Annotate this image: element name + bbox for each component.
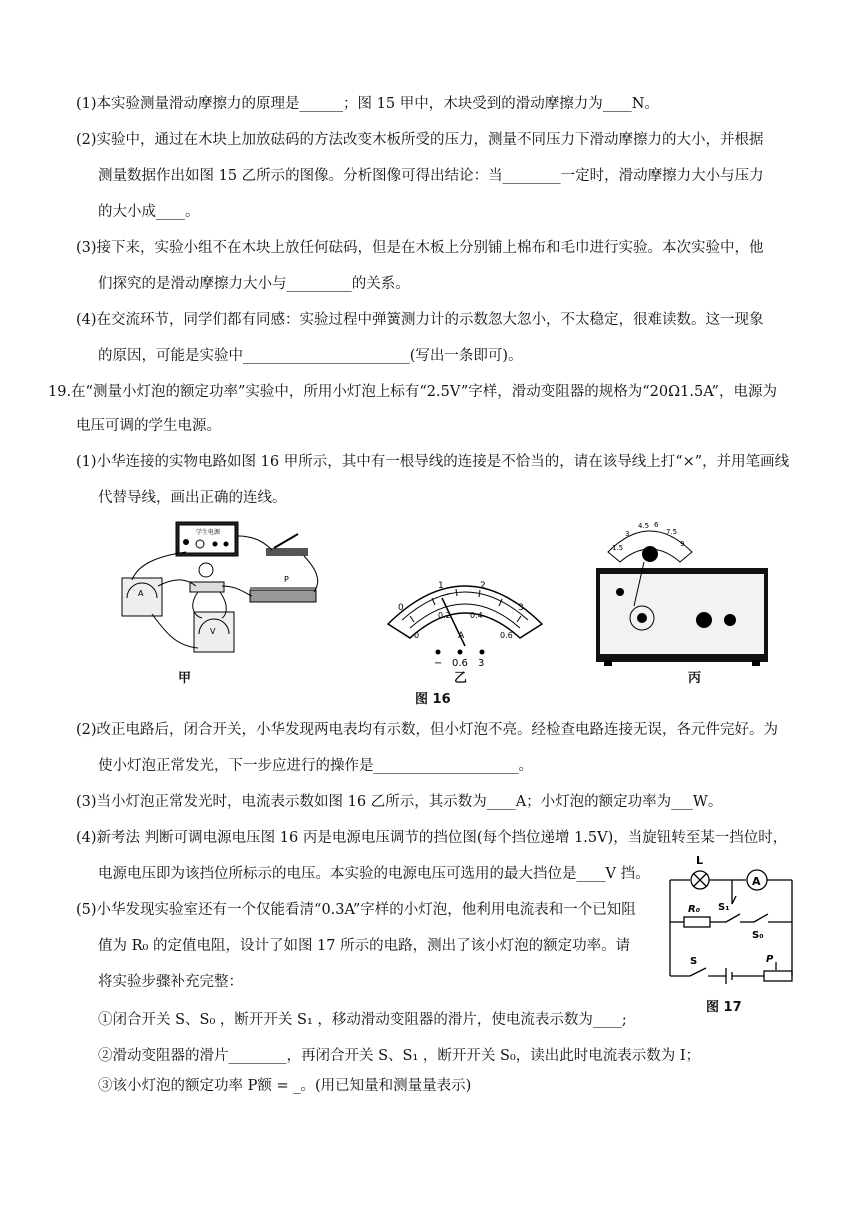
svg-text:A: A <box>458 631 465 641</box>
q19-part5-line2: 值为 R₀ 的定值电阻，设计了如图 17 所示的电路，测出了该小灯泡的额定功率。请 <box>98 938 631 954</box>
q19-part2-line1: (2)改正电路后，闭合开关，小华发现两电表均有示数，但小灯泡不亮。经检查电路连接无误，各元件完好。为 <box>76 722 779 738</box>
svg-text:7.5: 7.5 <box>666 528 678 536</box>
q19-part5-line1: (5)小华发现实验室还有一个仅能看清“0.3A”字样的小灯泡，他利用电流表和一个已知阻 <box>76 902 636 918</box>
q19-part2-line2: 使小灯泡正常发光，下一步应进行的操作是____________________。 <box>98 758 533 774</box>
svg-text:0.4: 0.4 <box>470 611 483 620</box>
q19-stem-line2: 电压可调的学生电源。 <box>76 418 221 434</box>
figure-16-c-power-dial <box>592 516 772 668</box>
svg-text:P: P <box>766 954 774 965</box>
figure-16-a-circuit <box>118 516 328 668</box>
svg-text:0.6: 0.6 <box>452 658 468 668</box>
figure-16-caption: 图 16 <box>415 692 451 707</box>
figure-17-caption: 图 17 <box>706 1000 742 1015</box>
svg-text:3: 3 <box>625 530 630 538</box>
q19-part1-line2: 代替导线，画出正确的连线。 <box>98 490 287 506</box>
svg-text:1.5: 1.5 <box>612 544 624 552</box>
svg-text:0.2: 0.2 <box>438 611 451 620</box>
svg-text:0: 0 <box>414 631 420 640</box>
q19-step3: ③该小灯泡的额定功率 P额 = _。(用已知量和测量量表示) <box>98 1078 472 1094</box>
svg-text:R₀: R₀ <box>688 904 701 915</box>
svg-text:S₁: S₁ <box>718 902 730 913</box>
q18-part2-line3: 的大小成____。 <box>98 204 200 220</box>
q18-part2-line1: (2)实验中，通过在木块上加放砝码的方法改变木板所受的压力，测量不同压力下滑动摩擦力的大小，并根据 <box>76 132 764 148</box>
svg-text:4.5: 4.5 <box>638 522 650 530</box>
q18-part4-line1: (4)在交流环节，同学们都有同感：实验过程中弹簧测力计的示数忽大忽小，不太稳定，很难读数。这一现象 <box>76 312 764 328</box>
q18-part1: (1)本实验测量滑动摩擦力的原理是______；图 15 甲中，木块受到的滑动摩擦力为____N。 <box>76 96 659 112</box>
figure-16-a-label: 甲 <box>178 671 192 686</box>
q18-part3-line2: 们探究的是滑动摩擦力大小与_________的关系。 <box>98 276 410 292</box>
q19-step2: ②滑动变阻器的滑片________，再闭合开关 S、S₁ ，断开开关 S₀，读出此时电流表示数为 I； <box>98 1048 701 1064</box>
svg-text:−: − <box>434 658 443 668</box>
q19-part3: (3)当小灯泡正常发光时，电流表示数如图 16 乙所示，其示数为____A；小灯泡的额定功率为___W。 <box>76 794 723 810</box>
q19-part1-line1: (1)小华连接的实物电路如图 16 甲所示，其中有一根导线的连接是不恰当的，请在该导线上打“×”，并用笔画线 <box>76 454 790 470</box>
svg-text:3: 3 <box>518 603 524 613</box>
svg-text:L: L <box>696 854 704 867</box>
figure-16-b-label: 乙 <box>454 671 468 686</box>
q19-step1: ①闭合开关 S、S₀ ，断开开关 S₁ ，移动滑动变阻器的滑片，使电流表示数为____; <box>98 1012 627 1028</box>
svg-text:1: 1 <box>438 581 444 591</box>
svg-text:S₀: S₀ <box>752 930 764 941</box>
figure-17-circuit <box>660 852 800 1016</box>
svg-text:9: 9 <box>680 540 685 548</box>
svg-text:A: A <box>752 875 761 888</box>
q18-part2-line2: 测量数据作出如图 15 乙所示的图像。分析图像可得出结论：当________一定时，滑动摩擦力大小与压力 <box>98 168 764 184</box>
figure-16-b-ammeter <box>380 558 550 668</box>
q18-part3-line1: (3)接下来，实验小组不在木块上放任何砝码，但是在木板上分别铺上棉布和毛巾进行实验。本次实验中，他 <box>76 240 764 256</box>
svg-text:0.6: 0.6 <box>500 631 513 640</box>
q19-part4-line1: (4)新考法 判断可调电源电压图 16 丙是电源电压调节的挡位图(每个挡位递增 1.5V)，当旋钮转至某一挡位时， <box>76 830 788 846</box>
svg-text:2: 2 <box>480 581 486 591</box>
q19-stem-line1: 19.在“测量小灯泡的额定功率”实验中，所用小灯泡上标有“2.5V”字样，滑动变阻器的规格为“20Ω1.5A”，电源为 <box>48 384 777 400</box>
svg-text:0: 0 <box>398 603 404 613</box>
svg-text:6: 6 <box>654 521 659 529</box>
svg-text:3: 3 <box>478 658 485 668</box>
svg-text:P: P <box>284 575 289 584</box>
svg-text:V: V <box>210 627 216 636</box>
figure-16-c-label: 丙 <box>688 671 702 686</box>
svg-text:学生电源: 学生电源 <box>196 529 221 536</box>
q19-part4-line2: 电源电压即为该挡位所标示的电压。本实验的电源电压可选用的最大挡位是____V 挡。 <box>98 866 650 882</box>
svg-text:A: A <box>138 589 144 598</box>
q19-part5-line3: 将实验步骤补充完整： <box>98 974 243 990</box>
q18-part4-line2: 的原因，可能是实验中_______________________(写出一条即可)。 <box>98 348 523 364</box>
svg-text:S: S <box>690 956 698 967</box>
